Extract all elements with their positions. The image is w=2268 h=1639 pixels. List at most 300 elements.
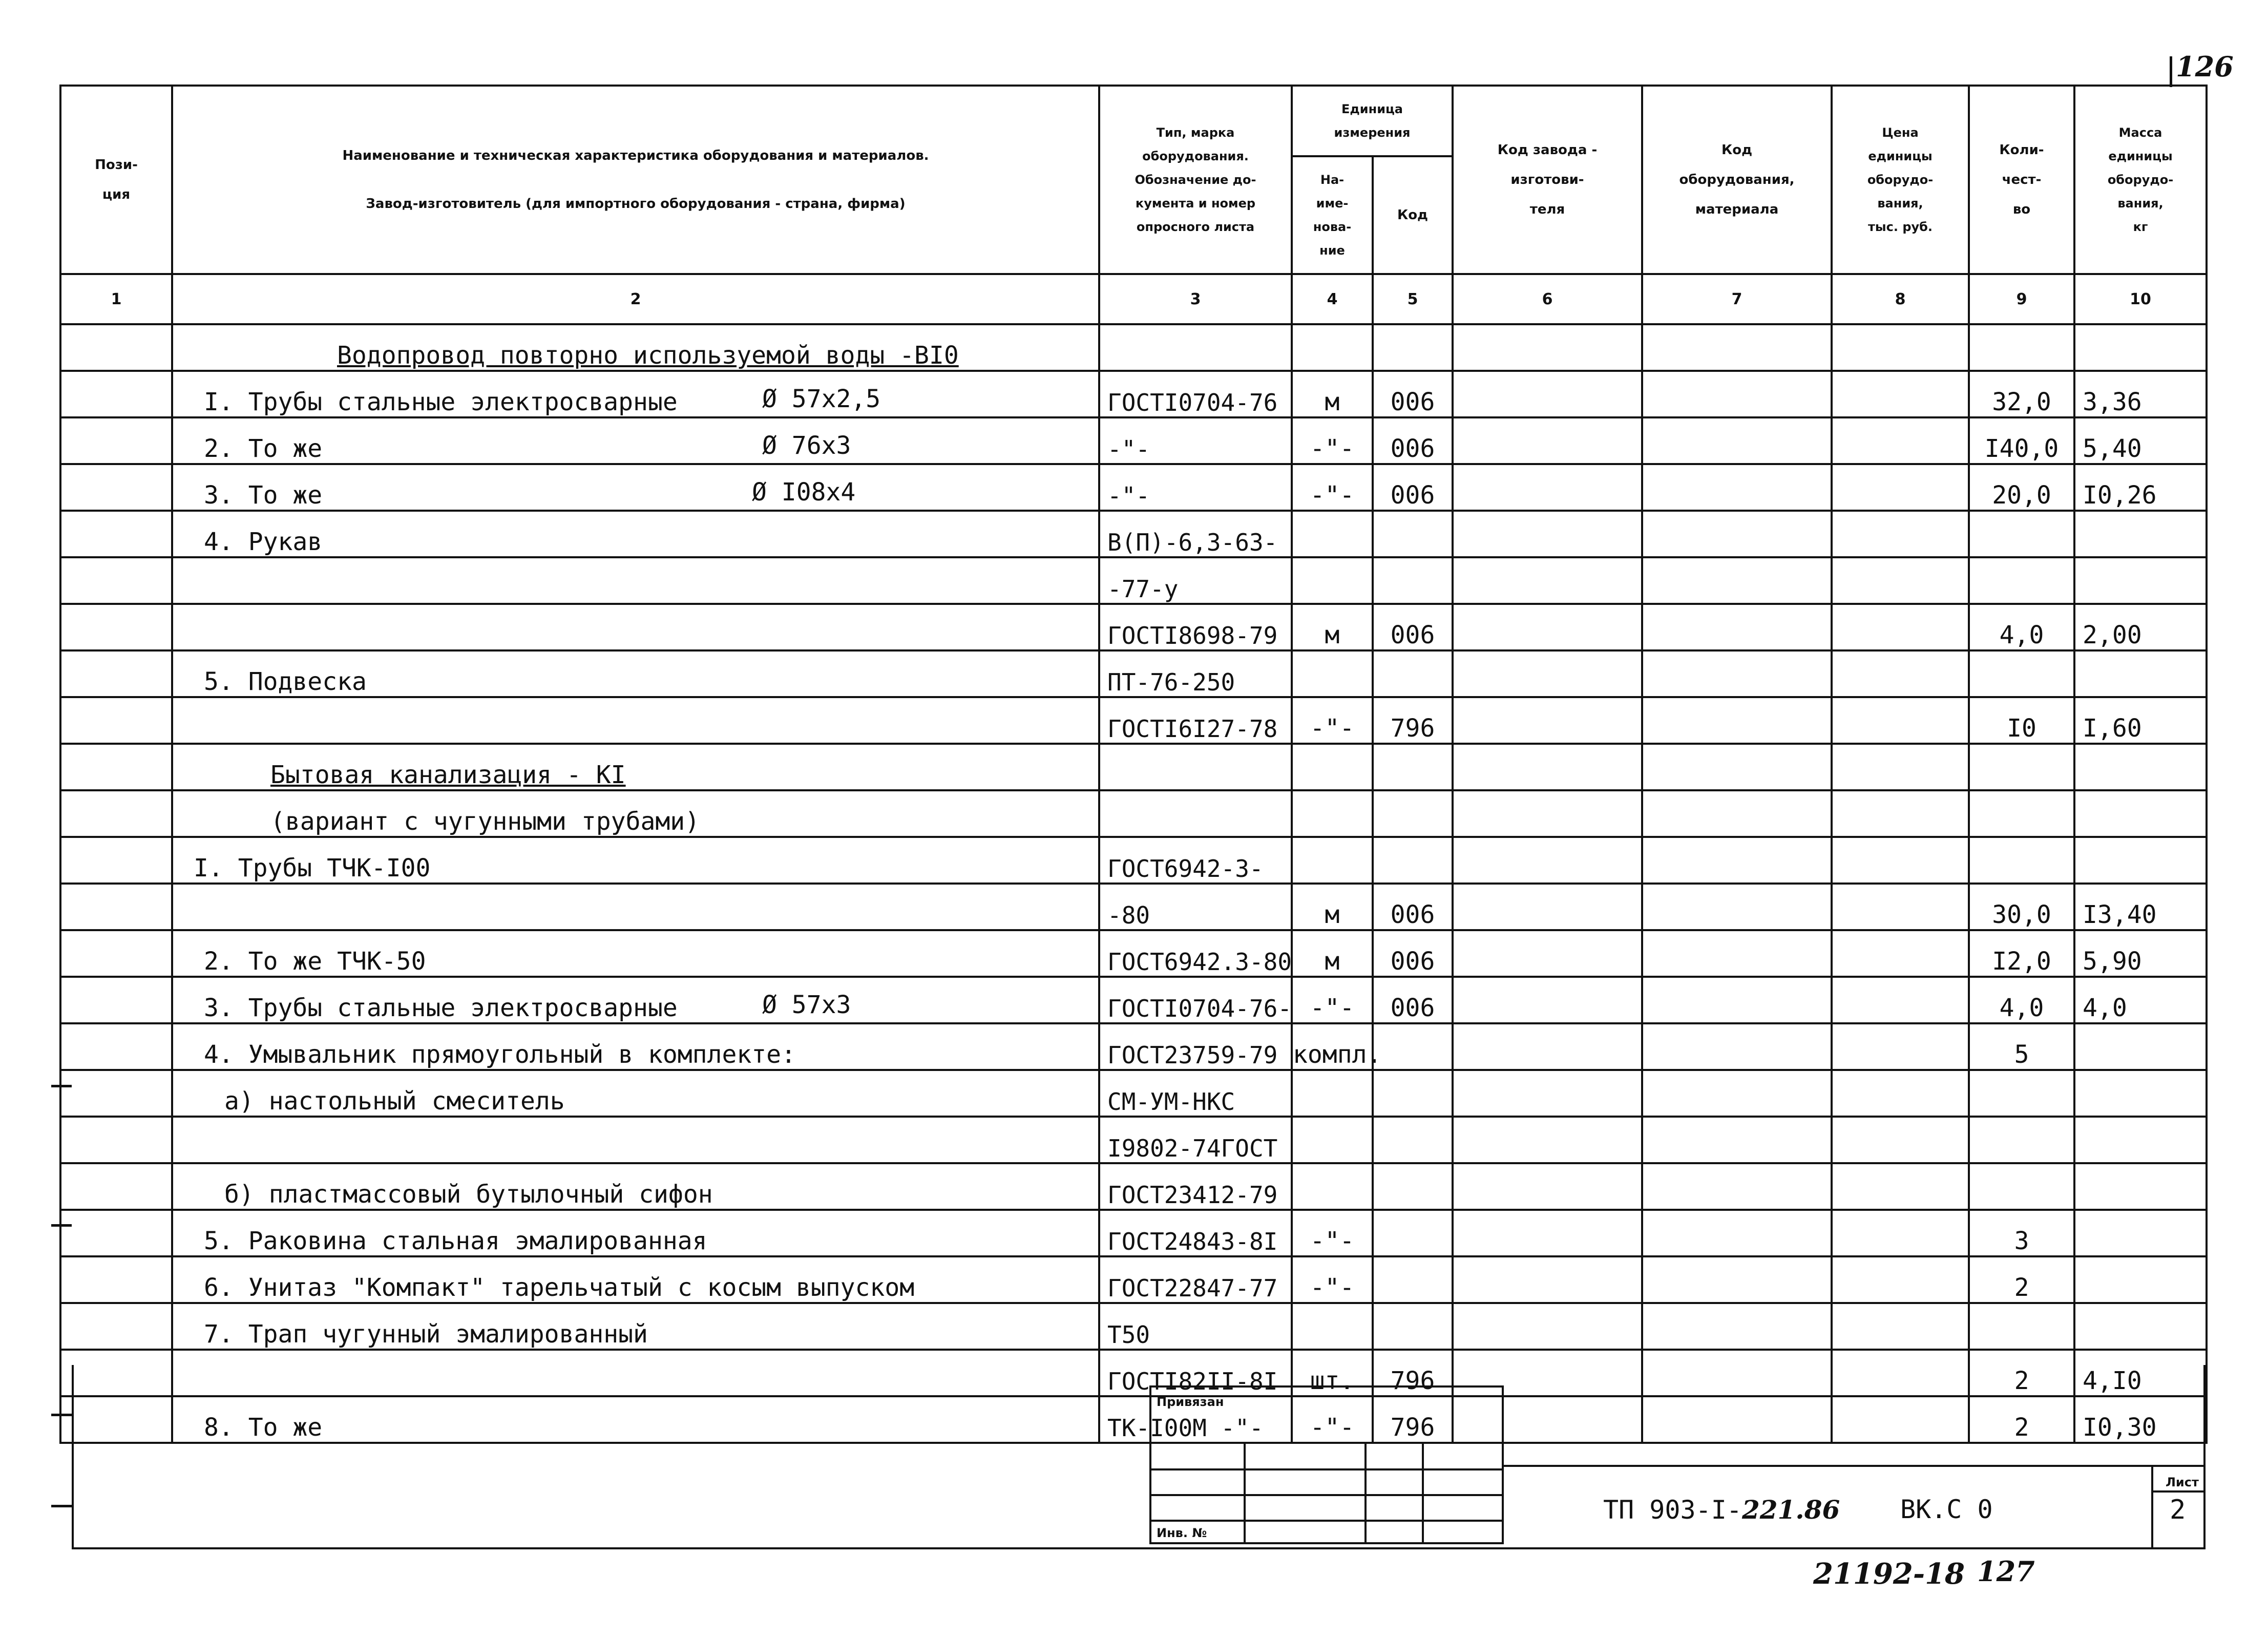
cell-unit xyxy=(1292,511,1373,557)
cell-type: ГОСТI0704-76- xyxy=(1099,977,1292,1023)
cell-type: ГОСТI6I27-78 xyxy=(1099,697,1292,744)
cell-unit: -"- xyxy=(1292,977,1373,1023)
item-name: а) настольный смеситель xyxy=(224,1087,565,1116)
margin-tick xyxy=(51,1414,72,1416)
cell-factory xyxy=(1453,650,1642,697)
cell-price xyxy=(1832,604,1969,650)
cell-qty xyxy=(1969,837,2074,884)
cell-equip xyxy=(1642,371,1832,417)
cell-unit xyxy=(1292,1070,1373,1117)
document-section: ВК.С 0 xyxy=(1900,1495,1993,1524)
cell-price xyxy=(1832,790,1969,837)
cell-price xyxy=(1832,1023,1969,1070)
cell-mass xyxy=(2074,1117,2207,1163)
cell-price xyxy=(1832,557,1969,604)
cell-factory xyxy=(1453,697,1642,744)
header-price: Цена единицы оборудо- вания, тыс. руб. xyxy=(1832,86,1969,274)
table-row xyxy=(60,511,2207,557)
cell-mass xyxy=(2074,790,2207,837)
cell-code: 006 xyxy=(1373,604,1453,650)
cell-code xyxy=(1373,650,1453,697)
cell-qty xyxy=(1969,790,2074,837)
cell-factory xyxy=(1453,1023,1642,1070)
cell-unit xyxy=(1292,790,1373,837)
cell-qty: I0 xyxy=(1969,697,2074,744)
cell-mass: 5,90 xyxy=(2074,930,2207,977)
column-number: 5 xyxy=(1373,274,1453,324)
table-row xyxy=(60,604,2207,650)
cell-type xyxy=(1099,324,1292,371)
cell-mass xyxy=(2074,744,2207,790)
cell-pos xyxy=(60,324,172,371)
cell-unit: шт. xyxy=(1292,1350,1373,1396)
stamp-line xyxy=(1151,1468,1502,1470)
column-number: 2 xyxy=(172,274,1099,324)
cell-mass: 4,I0 xyxy=(2074,1350,2207,1396)
cell-mass xyxy=(2074,1163,2207,1210)
cell-code xyxy=(1373,1256,1453,1303)
cell-unit xyxy=(1292,1163,1373,1210)
item-name: (вариант с чугунными трубами) xyxy=(270,807,700,836)
cell-qty: 3 xyxy=(1969,1210,2074,1256)
stamp-line xyxy=(1151,1494,1502,1496)
cell-price xyxy=(1832,650,1969,697)
cell-factory xyxy=(1453,371,1642,417)
cell-qty xyxy=(1969,324,2074,371)
cell-unit: м xyxy=(1292,884,1373,930)
cell-factory xyxy=(1453,837,1642,884)
item-name: 4. Умывальник прямоугольный в комплекте: xyxy=(204,1040,796,1069)
column-number: 8 xyxy=(1832,274,1969,324)
stamp-line xyxy=(1364,1442,1367,1544)
cell-pos xyxy=(60,464,172,511)
margin-tick xyxy=(51,1505,72,1507)
cell-unit xyxy=(1292,1117,1373,1163)
cell-equip xyxy=(1642,464,1832,511)
cell-code: 796 xyxy=(1373,697,1453,744)
cell-pos xyxy=(60,1210,172,1256)
cell-price xyxy=(1832,930,1969,977)
header-type: Тип, марка оборудования. Обозначение до- кумента и номер опросного листа xyxy=(1099,86,1292,274)
cell-type: ГОСТ22847-77 xyxy=(1099,1256,1292,1303)
bottom-frame xyxy=(72,1365,2206,1549)
cell-pos xyxy=(60,604,172,650)
header-equipment-code: Код оборудования, материала xyxy=(1642,86,1832,274)
item-name: б) пластмассовый бутылочный сифон xyxy=(224,1180,713,1209)
cell-mass xyxy=(2074,557,2207,604)
cell-name xyxy=(172,604,1099,650)
cell-mass xyxy=(2074,837,2207,884)
cell-type: ГОСТ24843-8I xyxy=(1099,1210,1292,1256)
cell-mass: I,60 xyxy=(2074,697,2207,744)
cell-pos xyxy=(60,697,172,744)
document-code: ТП 903-I-221.86 xyxy=(1603,1495,1840,1525)
table-row xyxy=(60,884,2207,930)
cell-name xyxy=(172,744,1099,790)
cell-price xyxy=(1832,884,1969,930)
cell-name xyxy=(172,557,1099,604)
cell-equip xyxy=(1642,1070,1832,1117)
cell-equip xyxy=(1642,557,1832,604)
table-row xyxy=(60,930,2207,977)
cell-name xyxy=(172,930,1099,977)
cell-factory xyxy=(1453,1163,1642,1210)
item-name: 7. Трап чугунный эмалированный xyxy=(204,1320,648,1349)
cell-equip xyxy=(1642,697,1832,744)
table-row xyxy=(60,324,2207,371)
column-number: 6 xyxy=(1453,274,1642,324)
cell-qty xyxy=(1969,1163,2074,1210)
cell-unit: -"- xyxy=(1292,1256,1373,1303)
cell-pos xyxy=(60,1117,172,1163)
cell-unit: -"- xyxy=(1292,1210,1373,1256)
cell-mass xyxy=(2074,1303,2207,1350)
cell-type: -77-у xyxy=(1099,557,1292,604)
cell-price xyxy=(1832,977,1969,1023)
cell-unit: м xyxy=(1292,604,1373,650)
cell-type: В(П)-6,3-63- xyxy=(1099,511,1292,557)
cell-qty xyxy=(1969,557,2074,604)
cell-mass: I0,30 xyxy=(2074,1396,2207,1443)
item-diameter: Ø 57х2,5 xyxy=(762,385,881,413)
cell-price xyxy=(1832,1163,1969,1210)
cell-equip xyxy=(1642,977,1832,1023)
cell-type: СМ-УМ-НКС xyxy=(1099,1070,1292,1117)
cell-type: I9802-74ГОСТ xyxy=(1099,1117,1292,1163)
cell-equip xyxy=(1642,884,1832,930)
cell-mass: I0,26 xyxy=(2074,464,2207,511)
cell-qty xyxy=(1969,650,2074,697)
cell-name xyxy=(172,977,1099,1023)
cell-code xyxy=(1373,1023,1453,1070)
item-name: 4. Рукав xyxy=(204,528,323,556)
item-name: 5. Раковина стальная эмалированная xyxy=(204,1227,707,1255)
cell-pos xyxy=(60,930,172,977)
cell-unit xyxy=(1292,837,1373,884)
stamp-line xyxy=(1151,1442,1502,1444)
cell-factory xyxy=(1453,930,1642,977)
cell-pos xyxy=(60,744,172,790)
item-name: 5. Подвеска xyxy=(204,667,367,696)
cell-factory xyxy=(1453,1117,1642,1163)
table-row xyxy=(60,650,2207,697)
cell-unit: м xyxy=(1292,371,1373,417)
cell-pos xyxy=(60,1256,172,1303)
table-row xyxy=(60,977,2207,1023)
cell-type: ГОСТ6942-3- xyxy=(1099,837,1292,884)
attachment-stamp xyxy=(1149,1385,1504,1544)
title-block-line xyxy=(1504,1465,2206,1467)
stamp-line xyxy=(1244,1442,1246,1544)
cell-factory xyxy=(1453,744,1642,790)
cell-mass xyxy=(2074,1210,2207,1256)
cell-qty: 5 xyxy=(1969,1023,2074,1070)
cell-equip xyxy=(1642,650,1832,697)
column-number: 4 xyxy=(1292,274,1373,324)
cell-name xyxy=(172,1256,1099,1303)
stamp-attached-label: Привязан xyxy=(1157,1395,1224,1409)
cell-qty: 4,0 xyxy=(1969,977,2074,1023)
cell-pos xyxy=(60,884,172,930)
cell-name xyxy=(172,697,1099,744)
cell-equip xyxy=(1642,1256,1832,1303)
cell-price xyxy=(1832,1303,1969,1350)
cell-qty xyxy=(1969,1070,2074,1117)
cell-code xyxy=(1373,790,1453,837)
specification-table xyxy=(59,85,2208,1444)
cell-qty: 4,0 xyxy=(1969,604,2074,650)
header-quantity: Коли- чест- во xyxy=(1969,86,2074,274)
item-name: 2. То же ТЧК-50 xyxy=(204,947,426,976)
cell-equip xyxy=(1642,790,1832,837)
cell-mass xyxy=(2074,1256,2207,1303)
cell-code: 796 xyxy=(1373,1396,1453,1443)
cell-equip xyxy=(1642,1023,1832,1070)
cell-code xyxy=(1373,837,1453,884)
cell-pos xyxy=(60,790,172,837)
table-row xyxy=(60,790,2207,837)
cell-price xyxy=(1832,1070,1969,1117)
cell-name xyxy=(172,511,1099,557)
cell-name xyxy=(172,1023,1099,1070)
cell-qty xyxy=(1969,744,2074,790)
cell-name xyxy=(172,884,1099,930)
cell-qty: 30,0 xyxy=(1969,884,2074,930)
cell-equip xyxy=(1642,324,1832,371)
cell-equip xyxy=(1642,744,1832,790)
cell-code: 006 xyxy=(1373,977,1453,1023)
sheet-number: 2 xyxy=(2170,1495,2186,1525)
cell-type: ГОСТI0704-76 xyxy=(1099,371,1292,417)
table-row xyxy=(60,1070,2207,1117)
bottom-page-number: 127 xyxy=(1977,1555,2035,1588)
table-row xyxy=(60,1117,2207,1163)
item-diameter: Ø I08х4 xyxy=(752,478,856,507)
cell-factory xyxy=(1453,1210,1642,1256)
cell-price xyxy=(1832,417,1969,464)
cell-unit: -"- xyxy=(1292,697,1373,744)
table-row xyxy=(60,1210,2207,1256)
table-row xyxy=(60,1303,2207,1350)
cell-mass: 2,00 xyxy=(2074,604,2207,650)
cell-code: 006 xyxy=(1373,371,1453,417)
cell-name xyxy=(172,650,1099,697)
cell-code: 006 xyxy=(1373,884,1453,930)
item-diameter: Ø 76х3 xyxy=(762,431,851,460)
cell-code xyxy=(1373,1303,1453,1350)
cell-name xyxy=(172,324,1099,371)
cell-factory xyxy=(1453,464,1642,511)
cell-factory xyxy=(1453,1303,1642,1350)
table-row xyxy=(60,1163,2207,1210)
cell-factory xyxy=(1453,324,1642,371)
header-name: Наименование и техническая характеристика оборудования и материалов. Завод-изготовитель (для импортного оборудования - страна, фирма) xyxy=(172,86,1099,274)
item-name: Бытовая канализация - КI xyxy=(270,761,626,789)
cell-mass: I3,40 xyxy=(2074,884,2207,930)
column-number: 3 xyxy=(1099,274,1292,324)
cell-code xyxy=(1373,1163,1453,1210)
cell-type: ГОСТ23412-79 xyxy=(1099,1163,1292,1210)
item-name: 2. То же xyxy=(204,434,323,463)
margin-tick xyxy=(51,1085,72,1087)
cell-equip xyxy=(1642,604,1832,650)
cell-code: 796 xyxy=(1373,1350,1453,1396)
item-name: I. Трубы ТЧК-I00 xyxy=(194,854,431,882)
title-block-line xyxy=(2151,1490,2206,1493)
cell-price xyxy=(1832,511,1969,557)
cell-price xyxy=(1832,1117,1969,1163)
cell-price xyxy=(1832,371,1969,417)
cell-qty xyxy=(1969,1117,2074,1163)
cell-factory xyxy=(1453,604,1642,650)
cell-equip xyxy=(1642,1163,1832,1210)
item-name: 8. То же xyxy=(204,1413,323,1442)
cell-factory xyxy=(1453,977,1642,1023)
cell-mass: 5,40 xyxy=(2074,417,2207,464)
cell-unit: компл. xyxy=(1292,1023,1373,1070)
cell-qty xyxy=(1969,511,2074,557)
stamp-line xyxy=(1151,1520,1502,1522)
cell-unit: -"- xyxy=(1292,464,1373,511)
archive-number: 21192-18 xyxy=(1813,1557,1965,1591)
cell-type: ГОСТ23759-79 xyxy=(1099,1023,1292,1070)
sheet-label: Лист xyxy=(2166,1475,2199,1489)
cell-pos xyxy=(60,417,172,464)
header-position: Пози- ция xyxy=(60,86,172,274)
cell-name xyxy=(172,1163,1099,1210)
cell-pos xyxy=(60,837,172,884)
cell-code xyxy=(1373,744,1453,790)
cell-qty: 2 xyxy=(1969,1350,2074,1396)
cell-code xyxy=(1373,1117,1453,1163)
item-name: Водопровод повторно используемой воды -BI0 xyxy=(337,341,959,370)
cell-factory xyxy=(1453,557,1642,604)
cell-price xyxy=(1832,697,1969,744)
cell-code: 006 xyxy=(1373,930,1453,977)
cell-mass xyxy=(2074,511,2207,557)
cell-type: -"- xyxy=(1099,464,1292,511)
header-mass: Масса единицы оборудо- вания, кг xyxy=(2074,86,2207,274)
cell-factory xyxy=(1453,1070,1642,1117)
header-unit-group: Единица измерения xyxy=(1292,86,1453,156)
cell-qty: 2 xyxy=(1969,1396,2074,1443)
cell-name xyxy=(172,371,1099,417)
cell-code: 006 xyxy=(1373,417,1453,464)
cell-pos xyxy=(60,1303,172,1350)
cell-code: 006 xyxy=(1373,464,1453,511)
cell-name xyxy=(172,790,1099,837)
cell-pos xyxy=(60,511,172,557)
cell-pos xyxy=(60,977,172,1023)
cell-type: -80 xyxy=(1099,884,1292,930)
stamp-line xyxy=(1422,1442,1424,1544)
cell-code xyxy=(1373,324,1453,371)
cell-unit: -"- xyxy=(1292,417,1373,464)
table-row xyxy=(60,744,2207,790)
cell-type: ГОСТI8698-79 xyxy=(1099,604,1292,650)
cell-code xyxy=(1373,511,1453,557)
corner-page-number: 126 xyxy=(2176,50,2234,83)
cell-equip xyxy=(1642,1210,1832,1256)
cell-equip xyxy=(1642,1117,1832,1163)
cell-type: ПТ-76-250 xyxy=(1099,650,1292,697)
cell-equip xyxy=(1642,511,1832,557)
cell-qty xyxy=(1969,1303,2074,1350)
cell-type: ТК-I00М -"- xyxy=(1099,1396,1292,1443)
cell-unit xyxy=(1292,557,1373,604)
cell-factory xyxy=(1453,1256,1642,1303)
cell-equip xyxy=(1642,1303,1832,1350)
cell-qty: I2,0 xyxy=(1969,930,2074,977)
cell-unit: м xyxy=(1292,930,1373,977)
header-factory-code: Код завода - изготови- теля xyxy=(1453,86,1642,274)
cell-name xyxy=(172,1303,1099,1350)
table-row xyxy=(60,417,2207,464)
title-block-line xyxy=(2151,1465,2153,1549)
cell-unit xyxy=(1292,650,1373,697)
column-number: 1 xyxy=(60,274,172,324)
cell-pos xyxy=(60,1163,172,1210)
cell-qty: 20,0 xyxy=(1969,464,2074,511)
cell-type: Т50 xyxy=(1099,1303,1292,1350)
cell-type: ГОСТ6942.3-80 xyxy=(1099,930,1292,977)
cell-name xyxy=(172,1070,1099,1117)
cell-factory xyxy=(1453,417,1642,464)
cell-unit xyxy=(1292,744,1373,790)
item-diameter: Ø 57х3 xyxy=(762,991,851,1019)
cell-equip xyxy=(1642,837,1832,884)
cell-factory xyxy=(1453,790,1642,837)
cell-name xyxy=(172,417,1099,464)
header-unit-code: Код xyxy=(1373,156,1453,274)
cell-mass xyxy=(2074,1023,2207,1070)
cell-code xyxy=(1373,557,1453,604)
table-row xyxy=(60,1256,2207,1303)
cell-mass: 4,0 xyxy=(2074,977,2207,1023)
cell-unit xyxy=(1292,1303,1373,1350)
corner-tick xyxy=(2170,56,2172,87)
cell-price xyxy=(1832,837,1969,884)
table-row xyxy=(60,697,2207,744)
cell-qty: 32,0 xyxy=(1969,371,2074,417)
cell-price xyxy=(1832,1256,1969,1303)
cell-price xyxy=(1832,464,1969,511)
cell-factory xyxy=(1453,511,1642,557)
cell-equip xyxy=(1642,930,1832,977)
cell-pos xyxy=(60,557,172,604)
item-name: 3. Трубы стальные электросварные xyxy=(204,994,678,1022)
table-row xyxy=(60,371,2207,417)
stamp-inv-label: Инв. № xyxy=(1157,1526,1207,1540)
cell-equip xyxy=(1642,417,1832,464)
column-number: 9 xyxy=(1969,274,2074,324)
cell-pos xyxy=(60,371,172,417)
cell-qty: 2 xyxy=(1969,1256,2074,1303)
table-row xyxy=(60,464,2207,511)
table-row xyxy=(60,1023,2207,1070)
cell-price xyxy=(1832,744,1969,790)
cell-type: -"- xyxy=(1099,417,1292,464)
item-name: I. Трубы стальные электросварные xyxy=(204,388,678,416)
cell-mass: 3,36 xyxy=(2074,371,2207,417)
cell-type: ГОСТI82II-8I xyxy=(1099,1350,1292,1396)
cell-pos xyxy=(60,1023,172,1070)
cell-type xyxy=(1099,744,1292,790)
cell-name xyxy=(172,1210,1099,1256)
cell-name xyxy=(172,1117,1099,1163)
header-unit-name: На- име- нова- ние xyxy=(1292,156,1373,274)
table-row xyxy=(60,557,2207,604)
